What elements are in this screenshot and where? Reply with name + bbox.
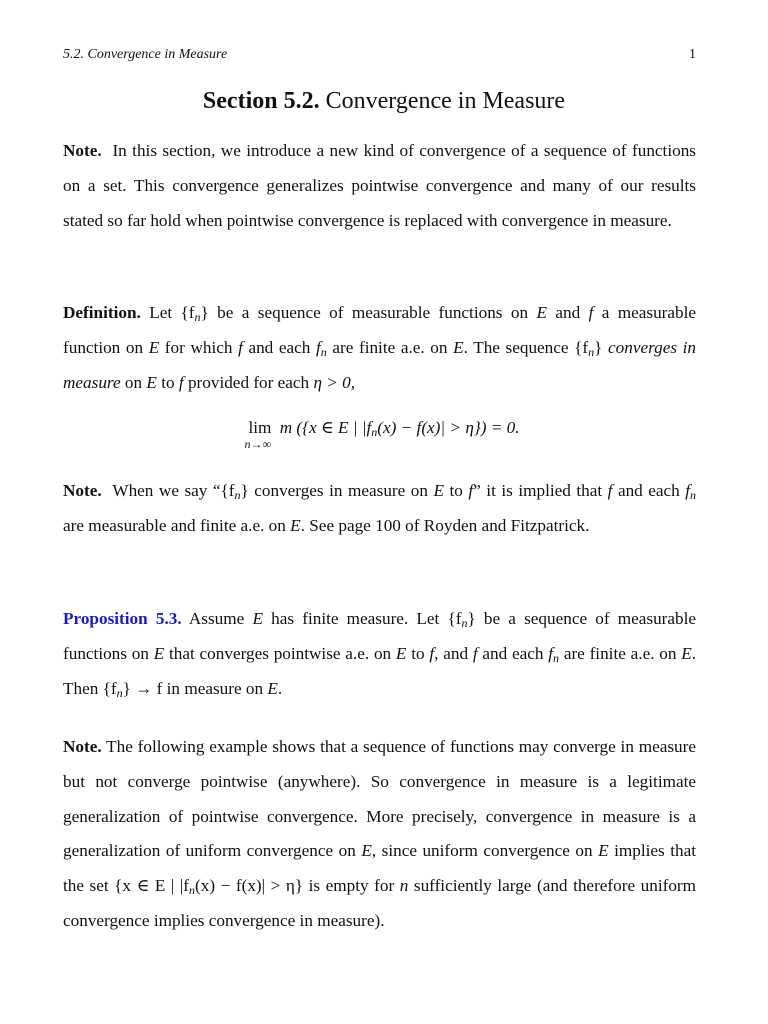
section-title (0, 88, 768, 115)
note-label: Note. (63, 481, 102, 500)
page-number: 1 (689, 47, 696, 62)
proposition: Proposition 5.3. Assume E has finite measure. Let $\{f_n\}$ be a sequence of measurable functions on E that converges pointwise a.e. on E to f, and f and each $f_n$ are finite a.e. on E. Then $\{f_n\} \to f$ in measure on E. (63, 609, 697, 700)
limit-operator: lim n→∞ (244, 418, 272, 451)
running-head-title: 5.2. Convergence in Measure (63, 47, 228, 62)
note-label: Note. (63, 737, 102, 756)
display-formula: lim n→∞ m ({x ∈ E | $|f_n(x) - f(x)| > \eta\}) = 0$. (244, 418, 520, 451)
running-head (63, 47, 696, 63)
section-number: Section 5.2. (202, 88, 320, 114)
note-implied: Note. When we say “$\{f_n\}$ converges in measure on E to f” it is implied that f and each $f_n$ are measurable and finite a.e. on E. See page 100 of Royden and Fitzpatrick. (63, 481, 697, 535)
emphasis-converges-in-measure: converges in measure (63, 337, 697, 392)
note-label: Note. (63, 141, 102, 160)
note-intro-text: In this section, we introduce a new kind of convergence of a sequence of functions on a set. This convergence generalizes pointwise convergence and many of our results stated so far hold when pointwise convergence is replaced with convergence in measure. (63, 141, 696, 230)
limit-subscript: n→∞ (244, 437, 272, 451)
note-intro (63, 134, 696, 238)
section-title-text: Convergence in Measure (325, 88, 566, 114)
definition-label: Definition. (63, 303, 141, 322)
note-example: Note. The following example shows that a sequence of functions may converge in measure but not converge pointwise (anywhere). So convergence in measure is a legitimate generalization of pointwise convergence. More precisely, convergence in measure is a generalization of uniform convergence on E, since uniform convergence on E implies that the set {x ∈ E | $|f_n(x) - f(x)| > \eta$} is empty for n sufficiently large (and therefore uniform convergence implies convergence in measure). (63, 737, 697, 930)
proposition-label: Proposition 5.3. (63, 609, 182, 628)
definition: Definition. Let $\{f_n\}$ be a sequence of measurable functions on E and f a measurable function on E for which f and each $f_n$ are finite a.e. on E. The sequence $\{f_n\}$ converges in measure on E to f provided for each η > 0, (63, 303, 697, 392)
